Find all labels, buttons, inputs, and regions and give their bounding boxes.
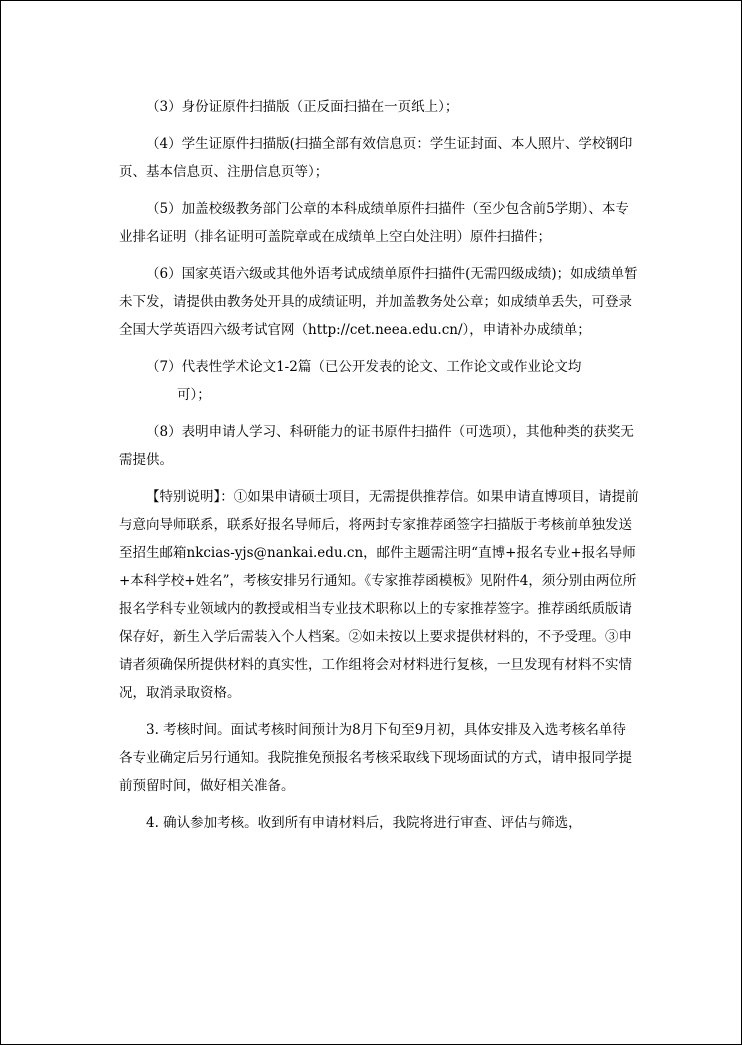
section-4-confirm: 4. 确认参加考核。收到所有申请材料后，我院将进行审查、评估与筛选，: [146, 815, 582, 831]
document-body: [119, 93, 639, 846]
section-3-exam-time: 3. 考核时间。面试考核时间预计为8月下旬至9月初，具体安排及入选考核名单待各专业确定后另行通知。我院推免预报名考核采取线下现场面试的方式，请申报同学提前预留时间，做好相关准备。: [119, 722, 632, 794]
item-6: （6）国家英语六级或其他外语考试成绩单原件扫描件(无需四级成绩)；如成绩单暂未下发，请提供由教务处开具的成绩证明，并加盖教务处公章；如成绩单丢失，可登录全国大学英语四六级考试官网（http://cet.neea.edu.cn/），申请补办成绩单；: [119, 266, 638, 338]
item-7: [119, 353, 639, 409]
item-4: （4）学生证原件扫描版(扫描全部有效信息页：学生证封面、本人照片、学校钢印页、基本信息页、注册信息页等）；: [119, 136, 633, 180]
item-3: （3）身份证原件扫描版（正反面扫描在一页纸上）；: [146, 99, 459, 115]
item-5: （5）加盖校级教务部门公章的本科成绩单原件扫描件（至少包含前5学期）、本专业排名证明（排名证明可盖院章或在成绩单上空白处注明）原件扫描件；: [119, 201, 629, 245]
item-8: （8）表明申请人学习、科研能力的证书原件扫描件（可选项），其他种类的获奖无需提供。: [119, 424, 634, 468]
special-note: [119, 483, 639, 707]
special-note-text: ：①如果申请硕士项目，无需提供推荐信。如果申请直博项目，请提前与意向导师联系，联系好报名导师后，将两封专家推荐函签字扫描版于考核前单独发送至招生邮箱nkcias-yjs@nankai.edu.cn，邮件主题需注明“直博+报名专业+报名导师+本科学校+姓名”，考核安排另行通知。《专家推荐函模板》见附件4，须分别由两位所报名学科专业领域内的教授或相当专业技术职称以上的专家推荐签字。推荐函纸质版请保存好，新生入学后需装入个人档案。②如未按以上要求提供材料的，不予受理。③申请者须确保所提供材料的真实性，工作组将会对材料进行复核，一旦发现有材料不实情况，取消录取资格。: [119, 489, 639, 701]
item-7-continuation: 可）；: [177, 387, 211, 403]
special-note-label: 【特别说明】: [146, 489, 221, 505]
item-7-first-line: （7）代表性学术论文1-2篇（已公开发表的论文、工作论文或作业论文均: [146, 359, 582, 375]
